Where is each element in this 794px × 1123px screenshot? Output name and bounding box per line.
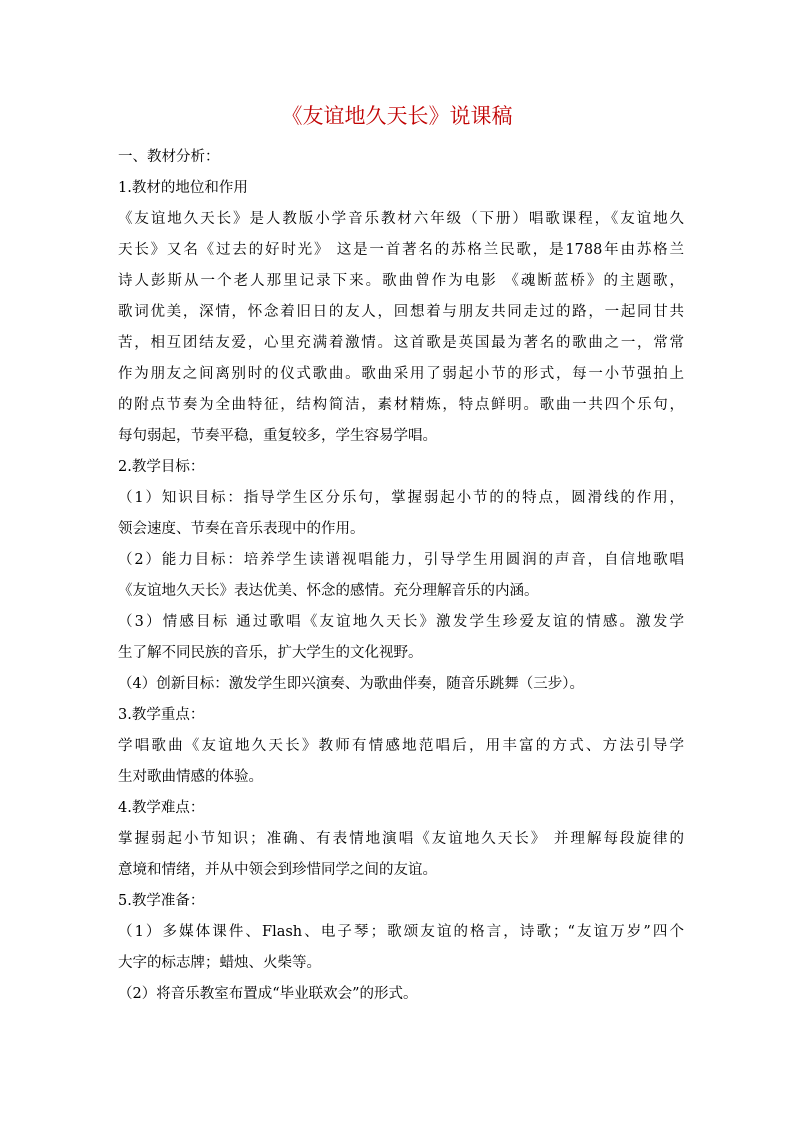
subheading-teaching-focus: 3.教学重点： — [118, 707, 205, 723]
section-heading-textbook-analysis: 一、教材分析： — [118, 149, 220, 165]
list-item-continuation: 领会速度、节奏在音乐表现中的作用。 — [118, 521, 365, 537]
paragraph-line: 每句弱起，节奏平稳，重复较多，学生容易学唱。 — [118, 428, 437, 444]
list-item-innovation-goal: （4）创新目标：激发学生即兴演奏、为歌曲伴奏，随音乐跳舞（三步）。 — [118, 676, 584, 692]
paragraph-line: 歌词优美，深情，怀念着旧日的友人，回想着与朋友共同走过的路，一起同甘共 — [118, 304, 684, 320]
list-item-ability-goal: （2）能力目标：培养学生读谱视唱能力，引导学生用圆润的声音，自信地歌唱 — [118, 552, 684, 568]
list-item-classroom-setup: （2）将音乐教室布置成“毕业联欢会”的形式。 — [118, 986, 418, 1002]
list-item-emotion-goal: （3）情感目标 通过歌唱《友谊地久天长》激发学生珍爱友谊的情感。激发学 — [118, 614, 684, 630]
paragraph-line: 《友谊地久天长》是人教版小学音乐教材六年级（下册）唱歌课程，《友谊地久 — [118, 211, 684, 227]
paragraph-line: 意境和情绪，并从中领会到珍惜同学之间的友谊。 — [118, 862, 437, 878]
list-item-continuation: 大字的标志牌；蜡烛、火柴等。 — [118, 955, 321, 971]
paragraph-line: 学唱歌曲《友谊地久天长》教师有情感地范唱后，用丰富的方式、方法引导学 — [118, 738, 684, 754]
subheading-teaching-goals: 2.教学目标： — [118, 459, 205, 475]
subheading-teaching-preparation: 5.教学准备： — [118, 893, 205, 909]
list-item-continuation: 《友谊地久天长》表达优美、怀念的感情。充分理解音乐的内涵。 — [118, 583, 539, 599]
subheading-teaching-difficulty: 4.教学难点： — [118, 800, 205, 816]
list-item-materials: （1）多媒体课件、Flash、电子琴；歌颂友谊的格言，诗歌；“友谊万岁”四个 — [118, 924, 684, 940]
paragraph-line: 掌握弱起小节知识；准确、有表情地演唱《友谊地久天长》 并理解每段旋律的 — [118, 831, 684, 847]
subheading-status-and-role: 1.教材的地位和作用 — [118, 180, 248, 196]
paragraph-line: 生对歌曲情感的体验。 — [118, 769, 263, 785]
document-title: 《友谊地久天长》说课稿 — [281, 104, 513, 128]
list-item-knowledge-goal: （1）知识目标：指导学生区分乐句，掌握弱起小节的的特点，圆滑线的作用， — [118, 490, 684, 506]
paragraph-line: 诗人彭斯从一个老人那里记录下来。歌曲曾作为电影 《魂断蓝桥》的主题歌， — [118, 273, 684, 289]
paragraph-line: 苦，相互团结友爱，心里充满着激情。这首歌是英国最为著名的歌曲之一，常常 — [118, 335, 684, 351]
list-item-continuation: 生了解不同民族的音乐，扩大学生的文化视野。 — [118, 645, 423, 661]
paragraph-line: 天长》又名《过去的好时光》 这是一首著名的苏格兰民歌，是1788年由苏格兰 — [118, 242, 684, 258]
document-body — [118, 142, 684, 1010]
paragraph-line: 作为朋友之间离别时的仪式歌曲。歌曲采用了弱起小节的形式，每一小节强拍上 — [118, 366, 684, 382]
paragraph-line: 的附点节奏为全曲特征，结构简洁，素材精炼，特点鲜明。歌曲一共四个乐句， — [118, 397, 684, 413]
